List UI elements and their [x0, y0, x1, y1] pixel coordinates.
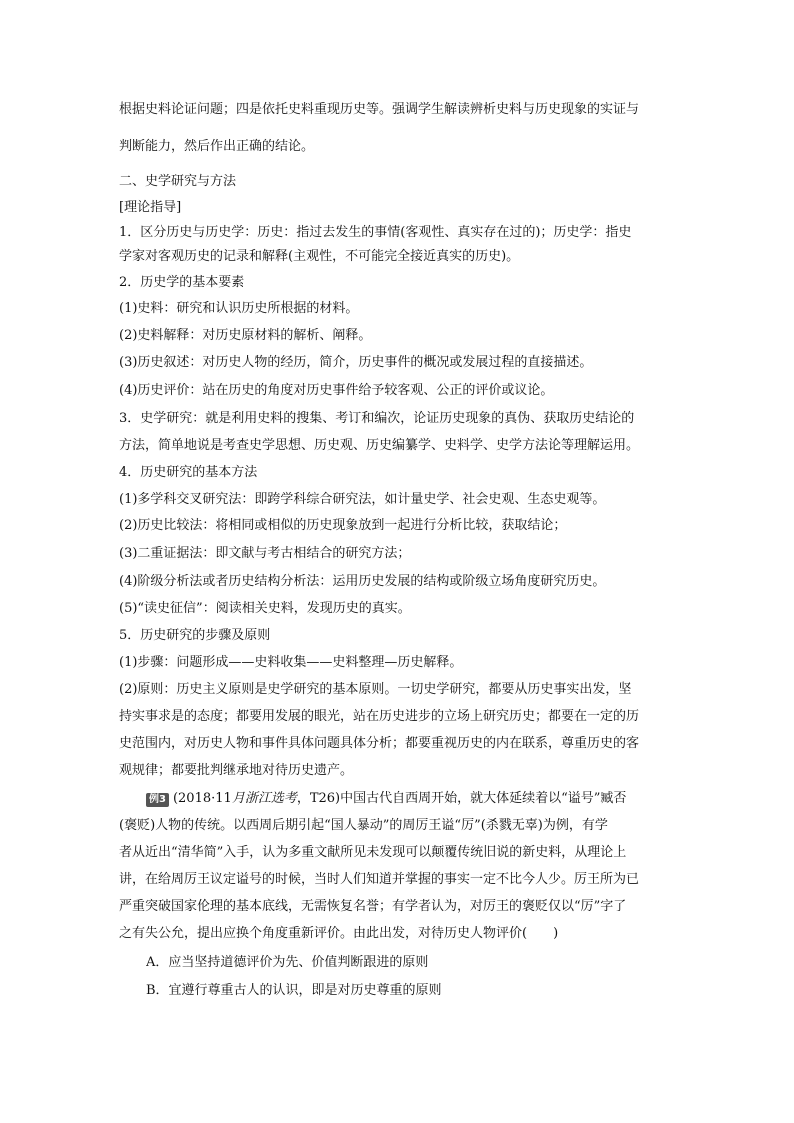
text-line: 观规律；都要批判继承地对待历史遗产。 [119, 763, 354, 778]
item-heading: 4．历史研究的基本方法 [119, 465, 258, 480]
text-line: (2)史料解释：对历史原材料的解析、阐释。 [119, 328, 372, 343]
text-line: (褒贬)人物的传统。以西周后期引起“国人暴动”的周厉王谥“厉”(杀戮无辜)为例，有学 [119, 818, 608, 833]
text-line: 之有失公允，提出应换个角度重新评价。由此出发，对待历史人物评价( ) [119, 926, 559, 941]
section-heading: 二、史学研究与方法 [119, 174, 237, 189]
option-b: B．宜遵行尊重古人的认识，即是对历史尊重的原则 [146, 983, 442, 998]
text-line: 持实事求是的态度；都要用发展的眼光，站在历史进步的立场上研究历史；都要在一定的历 [119, 709, 640, 724]
text-line: (2)历史比较法：将相同或相似的历史现象放到一起进行分析比较，获取结论； [119, 518, 567, 533]
text-line: 3．史学研究：就是利用史料的搜集、考订和编次，论证历史现象的真伪、获取历史结论的 [119, 411, 635, 426]
text-line: (3)历史叙述：对历史人物的经历，简介，历史事件的概况或发展过程的直接描述。 [119, 355, 593, 370]
option-a: A．应当坚持道德评价为先、价值判断跟进的原则 [146, 955, 429, 970]
text-line: 史范围内，对历史人物和事件具体问题具体分析；都要重视历史的内在联系，尊重历史的客 [119, 736, 640, 751]
text-line: 判断能力，然后作出正确的结论。 [119, 139, 315, 154]
example-badge: 例3 [146, 793, 169, 807]
text-line: 严重突破国家伦理的基本底线，无需恢复名誉；有学者认为，对厉王的褒贬仅以“厉”字了 [119, 899, 627, 914]
text-line: (1)步骤：问题形成——史料收集——史料整理—历史解释。 [119, 655, 463, 670]
item-heading: 2．历史学的基本要素 [119, 275, 245, 290]
text-line: (1)多学科交叉研究法：即跨学科综合研究法，如计量史学、社会史观、生态史观等。 [119, 492, 606, 507]
text-line: (3)二重证据法：即文献与考古相结合的研究方法； [119, 546, 411, 561]
text-line: (4)历史评价：站在历史的角度对历史事件给予较客观、公正的评价或议论。 [119, 383, 554, 398]
theory-guide-label: [理论指导] [119, 200, 182, 215]
text-line: (1)史料：研究和认识历史所根据的材料。 [119, 301, 359, 316]
item-heading: 5．历史研究的步骤及原则 [119, 628, 271, 643]
text-line: 讲，在给周厉王议定谥号的时候，当时人们知道并掌握的事实一定不比今人少。厉王所为已 [119, 872, 640, 887]
example-first-line [146, 790, 686, 808]
text-line: (5)“读史征信”：阅读相关史料，发现历史的真实。 [119, 601, 411, 616]
text-line: 学家对客观历史的记录和解释(主观性，不可能完全接近真实的历史)。 [119, 249, 520, 264]
text-line: 者从近出“清华简”入手，认为多重文献所见未发现可以颠覆传统旧说的新史料，从理论上 [119, 845, 627, 860]
text-line: 1．区分历史与历史学：历史：指过去发生的事情(客观性、真实存在过的)；历史学：指史 [119, 225, 632, 240]
example-year: (2018·11 [172, 791, 232, 806]
text-line: 方法，简单地说是考查史学思想、历史观、历史编纂学、史料学、史学方法论等理解运用。 [119, 438, 640, 453]
example-text: ，T26)中国古代自西周开始，就大体延续着以“谥号”臧否 [296, 791, 627, 806]
example-source: 月浙江选考 [231, 791, 297, 806]
text-line: (2)原则：历史主义原则是史学研究的基本原则。一切史学研究，都要从历史事实出发，坚 [119, 682, 632, 697]
text-line: 根据史料论证问题；四是依托史料重现历史等。强调学生解读辨析史料与历史现象的实证与 [119, 102, 640, 117]
text-line: (4)阶级分析法或者历史结构分析法：运用历史发展的结构或阶级立场角度研究历史。 [119, 574, 606, 589]
